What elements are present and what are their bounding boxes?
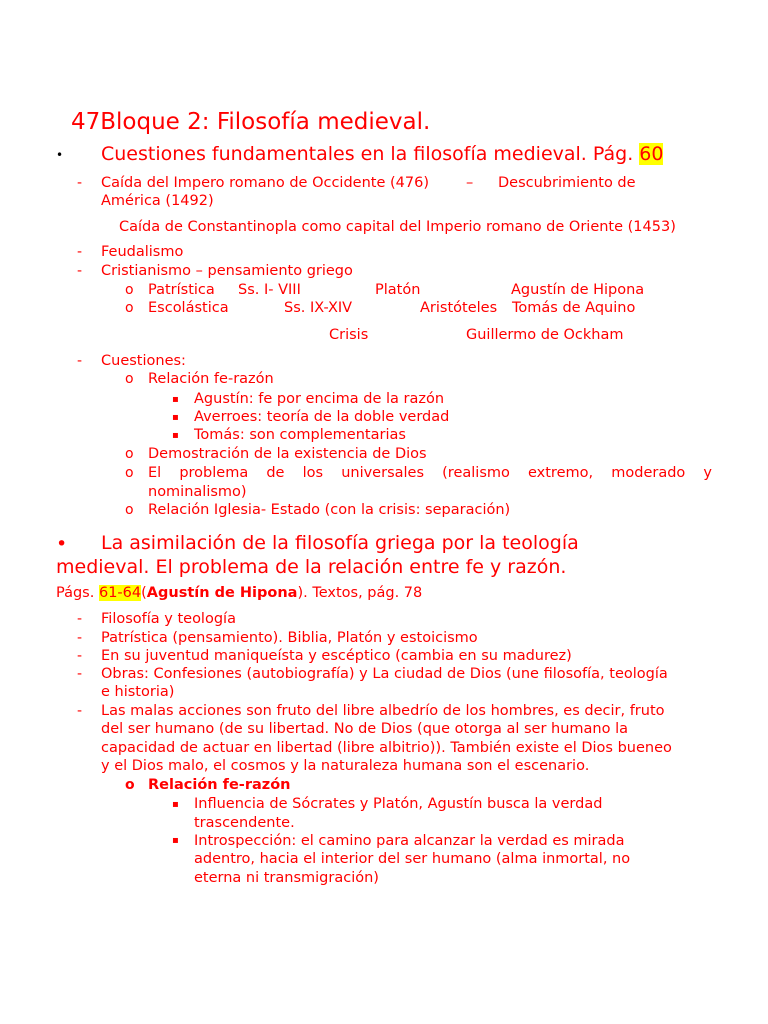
circle-marker: o — [125, 446, 134, 462]
patristica-d: Agustín de Hipona — [511, 282, 645, 298]
square-marker: ▪ — [172, 412, 179, 423]
filosofia-teologia: Filosofía y teología — [101, 611, 236, 627]
dash-marker: - — [77, 175, 83, 191]
square-marker: ▪ — [172, 430, 179, 441]
pags-range: 61-64 — [98, 585, 142, 601]
averroes-item: Averroes: teoría de la doble verdad — [194, 409, 450, 425]
influencia-line2: trascendente. — [194, 815, 295, 831]
fall-empire: Caída del Impero romano de Occidente (476) — [101, 175, 429, 191]
relacion-bold — [148, 776, 290, 794]
escolastica-a: Escolástica — [148, 300, 229, 316]
cristianismo: Cristianismo – pensamiento griego — [101, 263, 353, 279]
tomas-item: Tomás: son complementarias — [194, 427, 406, 443]
escolastica-b: Ss. IX-XIV — [284, 300, 353, 316]
patristica-c: Platón — [375, 282, 421, 298]
relacion-bold-text: Relación fe-razón — [148, 777, 291, 793]
dash-marker: - — [77, 630, 83, 646]
circle-marker: o — [125, 465, 134, 481]
malas-line2: del ser humano (de su libertad. No de Dios (que otorga al ser humano la — [101, 721, 628, 737]
escolastica-c: Aristóteles — [420, 300, 498, 316]
patristica-b: Ss. I- VIII — [238, 282, 301, 298]
agustin-item: Agustín: fe por encima de la razón — [194, 391, 445, 407]
circle-marker: o — [125, 502, 134, 518]
universales-line2: nominalismo) — [148, 484, 247, 500]
dash-marker: - — [77, 263, 83, 279]
iglesia-estado: Relación Iglesia- Estado (con la crisis: separación) — [148, 502, 511, 518]
malas-line4: y el Dios malo, el cosmos y la naturaleza humana son el escenario. — [101, 758, 590, 774]
universales-line1: El problema de los universales (realismo extremo, moderado y — [148, 465, 712, 481]
circle-marker: o — [125, 371, 134, 387]
dash-marker: - — [77, 244, 83, 260]
dash-marker: - — [77, 353, 83, 369]
feudalismo: Feudalismo — [101, 244, 184, 260]
patristica-a: Patrística — [148, 282, 215, 298]
dash-marker: - — [77, 703, 83, 719]
open-paren: ( — [141, 585, 147, 601]
pags-pre: Págs. — [56, 585, 95, 601]
dash-separator: – — [466, 175, 474, 191]
bullet-dot: • — [56, 148, 64, 162]
dash-marker: - — [77, 611, 83, 627]
square-marker: ▪ — [172, 799, 179, 810]
malas-line3: capacidad de actuar en libertad (libre albitrio)). También existe el Dios bueneo — [101, 740, 672, 756]
demostracion: Demostración de la existencia de Dios — [148, 446, 427, 462]
section1-heading-page: 60 — [639, 143, 664, 165]
section2-heading-line1: La asimilación de la filosofía griega por la teología — [101, 532, 579, 554]
malas-line1: Las malas acciones son fruto del libre albedrío de los hombres, es decir, fruto — [101, 703, 665, 719]
relacion-fe-razon: Relación fe-razón — [148, 371, 274, 387]
discovery-cont: América (1492) — [101, 193, 214, 209]
dash-marker: - — [77, 648, 83, 664]
escolastica-d: Tomás de Aquino — [512, 300, 636, 316]
section1-heading — [101, 141, 663, 167]
patristica-line: Patrística (pensamiento). Biblia, Platón y estoicismo — [101, 630, 478, 646]
juventud: En su juventud maniqueísta y escéptico (cambia en su madurez) — [101, 648, 572, 664]
constantinople: Caída de Constantinopla como capital del Imperio romano de Oriente (1453) — [119, 219, 676, 235]
circle-marker: o — [125, 282, 134, 298]
obras-line1: Obras: Confesiones (autobiografía) y La ciudad de Dios (une filosofía, teología — [101, 666, 668, 682]
crisis-a: Crisis — [329, 327, 369, 343]
pages-line — [56, 584, 422, 602]
section1-heading-text: Cuestiones fundamentales en la filosofía medieval. Pág. — [101, 143, 634, 165]
influencia-line1: Influencia de Sócrates y Platón, Agustín busca la verdad — [194, 796, 603, 812]
crisis-b: Guillermo de Ockham — [466, 327, 624, 343]
cuestiones: Cuestiones: — [101, 353, 186, 369]
circle-marker: o — [125, 300, 134, 316]
page-title: 47Bloque 2: Filosofía medieval. — [71, 109, 431, 135]
introspeccion-line1: Introspección: el camino para alcanzar la verdad es mirada — [194, 833, 625, 849]
introspeccion-line3: eterna ni transmigración) — [194, 870, 379, 886]
pags-post: ). Textos, pág. 78 — [297, 585, 423, 601]
circle-marker: o — [125, 777, 135, 793]
discovery: Descubrimiento de — [498, 175, 636, 191]
square-marker: ▪ — [172, 394, 179, 405]
dash-marker: - — [77, 666, 83, 682]
introspeccion-line2: adentro, hacia el interior del ser humano (alma inmortal, no — [194, 851, 631, 867]
square-marker: ▪ — [172, 835, 179, 846]
author-name: Agustín de Hipona — [146, 585, 298, 601]
bullet-dot-red: • — [56, 533, 68, 555]
obras-line2: e historia) — [101, 684, 175, 700]
section2-heading-line2: medieval. El problema de la relación entre fe y razón. — [56, 556, 567, 578]
